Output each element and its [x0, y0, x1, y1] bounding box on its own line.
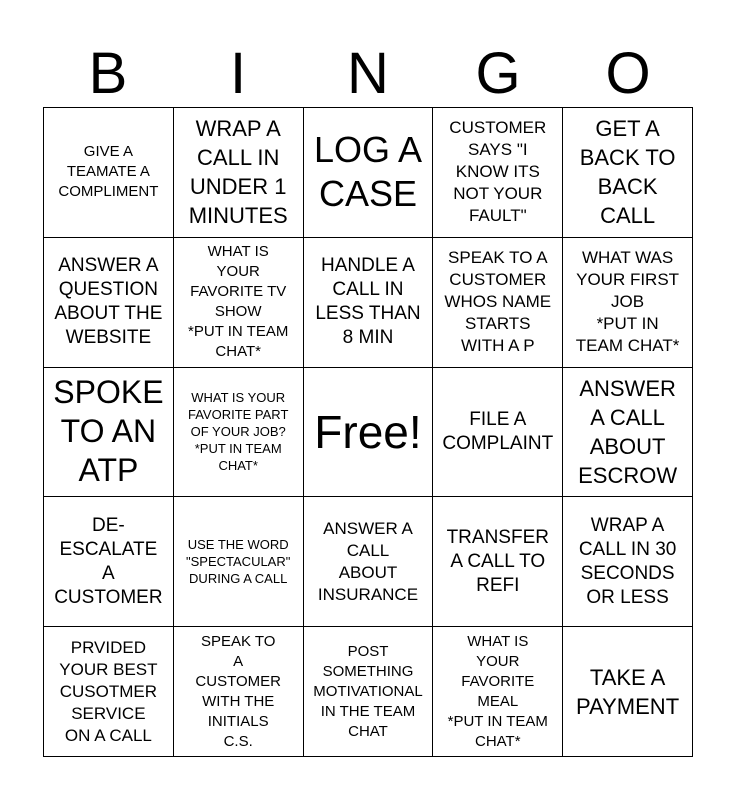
- cell-text: ANSWER A QUESTION ABOUT THE WEBSITE: [54, 255, 163, 349]
- free-space-text: Free!: [314, 405, 422, 458]
- cell-text: DE- ESCALATE A CUSTOMER: [54, 514, 163, 608]
- cell-text: LOG A CASE: [313, 129, 423, 215]
- cell-text: TRANSFER A CALL TO REFI: [446, 526, 549, 596]
- bingo-cell[interactable]: [174, 368, 304, 498]
- bingo-cell[interactable]: [563, 108, 693, 238]
- bingo-board: [43, 107, 693, 757]
- bingo-cell[interactable]: [44, 497, 174, 627]
- cell-text: WRAP A CALL IN 30 SECONDS OR LESS: [578, 514, 677, 608]
- header-letter-o: O: [605, 41, 651, 106]
- cell-text: WHAT IS YOUR FAVORITE TV SHOW *PUT IN TEAM CHAT*: [188, 243, 289, 361]
- cell-text: SPEAK TO A CUSTOMER WHOS NAME STARTS WITH A P: [444, 248, 552, 356]
- bingo-cell[interactable]: [304, 497, 434, 627]
- bingo-cell[interactable]: [44, 368, 174, 498]
- bingo-cell[interactable]: [304, 627, 434, 757]
- bingo-cell[interactable]: [44, 238, 174, 368]
- free-space-cell[interactable]: [304, 368, 434, 498]
- bingo-cell[interactable]: [174, 627, 304, 757]
- bingo-cell[interactable]: [304, 238, 434, 368]
- cell-text: POST SOMETHING MOTIVATIONAL IN THE TEAM CHAT: [313, 642, 423, 740]
- bingo-cell[interactable]: [433, 238, 563, 368]
- cell-text: ANSWER A CALL ABOUT INSURANCE: [317, 518, 419, 604]
- cell-text: SPOKE TO AN ATP: [53, 374, 164, 489]
- cell-text: CUSTOMER SAYS "I KNOW ITS NOT YOUR FAULT": [449, 118, 547, 226]
- cell-text: USE THE WORD "SPECTACULAR" DURING A CALL: [186, 537, 291, 587]
- bingo-cell[interactable]: [174, 108, 304, 238]
- cell-text: GET A BACK TO BACK CALL: [579, 116, 676, 229]
- cell-text: SPEAK TO A CUSTOMER WITH THE INITIALS C.S.: [195, 632, 281, 750]
- bingo-header: [43, 42, 693, 106]
- cell-text: GIVE A TEAMATE A COMPLIMENT: [58, 143, 159, 201]
- bingo-cell[interactable]: [433, 497, 563, 627]
- bingo-cell[interactable]: [174, 238, 304, 368]
- bingo-cell[interactable]: [563, 497, 693, 627]
- cell-text: FILE A COMPLAINT: [442, 408, 554, 454]
- cell-text: ANSWER A CALL ABOUT ESCROW: [578, 375, 678, 488]
- bingo-cell[interactable]: [433, 627, 563, 757]
- bingo-cell[interactable]: [304, 108, 434, 238]
- cell-text: WRAP A CALL IN UNDER 1 MINUTES: [188, 116, 288, 229]
- header-letter-b: B: [88, 41, 128, 106]
- cell-text: TAKE A PAYMENT: [576, 664, 680, 719]
- bingo-cell[interactable]: [44, 627, 174, 757]
- bingo-cell[interactable]: [563, 368, 693, 498]
- cell-text: HANDLE A CALL IN LESS THAN 8 MIN: [315, 255, 421, 349]
- bingo-cell[interactable]: [433, 108, 563, 238]
- bingo-cell[interactable]: [174, 497, 304, 627]
- bingo-cell[interactable]: [563, 238, 693, 368]
- cell-text: PRVIDED YOUR BEST CUSOTMER SERVICE ON A CALL: [59, 637, 158, 745]
- header-letter-i: I: [229, 41, 247, 106]
- bingo-cell[interactable]: [44, 108, 174, 238]
- cell-text: WHAT WAS YOUR FIRST JOB *PUT IN TEAM CHAT*: [575, 248, 680, 356]
- header-letter-n: N: [347, 41, 389, 106]
- bingo-cell[interactable]: [433, 368, 563, 498]
- cell-text: WHAT IS YOUR FAVORITE MEAL *PUT IN TEAM CHAT*: [447, 632, 548, 750]
- header-letter-g: G: [475, 41, 521, 106]
- bingo-cell[interactable]: [563, 627, 693, 757]
- cell-text: WHAT IS YOUR FAVORITE PART OF YOUR JOB? *PUT IN TEAM CHAT*: [187, 390, 289, 474]
